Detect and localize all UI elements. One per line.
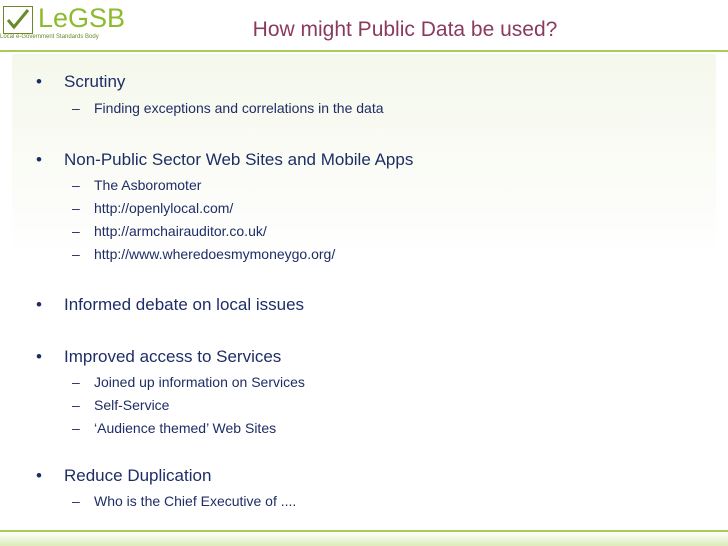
logo-tagline: Local e-Government Standards Body	[0, 34, 99, 40]
sub-item: – The Asboromoter	[72, 177, 202, 193]
bullet-improved-access: • Improved access to Services	[36, 347, 282, 366]
sub-item: – ‘Audience themed’ Web Sites	[72, 420, 277, 436]
sub-item: – Finding exceptions and correlations in the data	[72, 100, 384, 116]
slide-title: How might Public Data be used?	[252, 18, 558, 41]
logo-name: LeGSB	[38, 3, 126, 33]
bullet-scrutiny: • Scrutiny	[36, 72, 126, 91]
footer-band	[0, 522, 728, 546]
footer-divider	[0, 530, 728, 532]
sub-item: – http://openlylocal.com/	[72, 200, 234, 216]
sub-item: – Self-Service	[72, 397, 170, 413]
sub-item: – Joined up information on Services	[72, 374, 305, 390]
bullet-informed-debate: • Informed debate on local issues	[36, 295, 305, 314]
sub-item: – Who is the Chief Executive of ....	[72, 493, 297, 509]
bullet-non-public-sector: • Non-Public Sector Web Sites and Mobile Apps	[36, 150, 414, 169]
bullet-reduce-duplication: • Reduce Duplication	[36, 466, 212, 485]
sub-item: – http://armchairauditor.co.uk/	[72, 223, 267, 239]
sub-item: – http://www.wheredoesmymoneygo.org/	[72, 246, 336, 262]
